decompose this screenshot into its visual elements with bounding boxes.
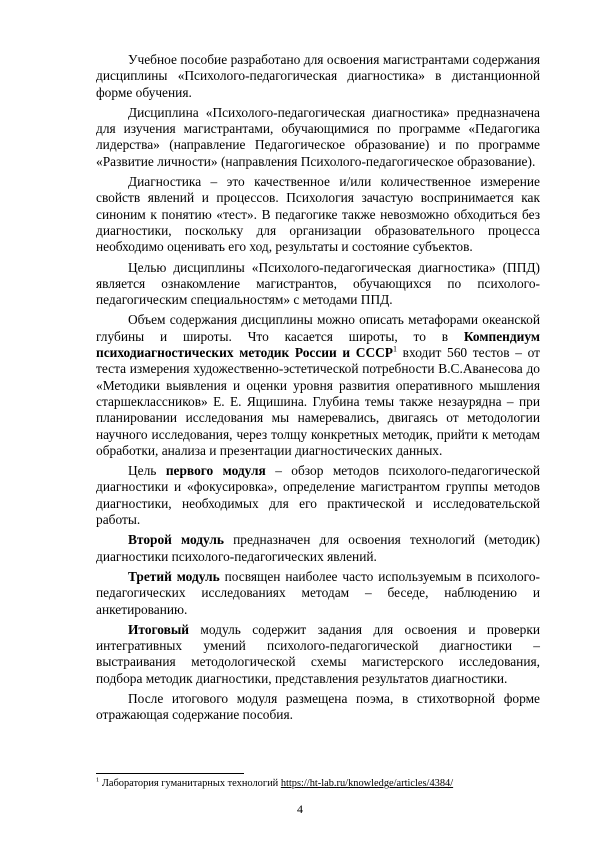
module-2-title: Второй модуль — [128, 532, 224, 548]
paragraph-final-module — [96, 622, 540, 687]
module-2-text: предназначен для освоения технологий (методик) диагностики психолого-педагогических явлений. — [96, 532, 541, 564]
paragraph-diagnostics: Диагностика – это качественное и/или количественное измерение свойств явлений и процессов. Психология зачастую воспринимается как синоним к понятию «тест». В педагогике также невозможно обходиться без диагностики, поскольку для организации образовательного процесса необходимо оценивать его ход, результаты и состояние субъектов. — [96, 174, 540, 255]
footnote-ref[interactable]: 1 — [393, 344, 397, 354]
footnote-link[interactable]: https://ht-lab.ru/knowledge/articles/4384/ — [280, 778, 454, 789]
paragraph-poem: После итогового модуля размещена поэма, в стихотворной форме отражающая содержание пособия. — [96, 690, 540, 723]
footnote — [96, 777, 540, 790]
paragraph-scope — [96, 312, 540, 459]
paragraph-discipline: Дисциплина «Психолого-педагогическая диагностика» предназначена для изучения магистрантами, обучающимися по программе «Педагогика лидерства» (направление Педагогическое образование) и по программе «Развитие личности» (направления Психолого-педагогическое образование). — [96, 104, 540, 169]
footnote-divider — [96, 773, 244, 774]
module-3-text: посвящен наиболее часто используемым в психолого-педагогических исследованиях методам – беседе, наблюдению и анкетированию. — [96, 568, 540, 617]
final-module-title: Итоговый — [128, 621, 190, 637]
module-3-title: Третий модуль — [128, 568, 220, 584]
paragraph-goal: Целью дисциплины «Психолого-педагогическая диагностика» (ППД) является ознакомление магистрантов, обучающихся по психолого-педагогическим специальностям» с методами ППД. — [96, 259, 540, 308]
final-module-text: модуль содержит задания для освоения и проверки интегративных умений психолого-педагогической диагностики – выстраивания методологической схемы магистерского исследования, подбора методик диагностики, представления результатов диагностики. — [96, 621, 540, 686]
footnote-text: Лаборатория гуманитарных технологий — [99, 778, 281, 789]
module-1-text: – обзор методов психолого-педагогической диагностики и «фокусировка», определение магистрантом группы методов диагностики, необходимых для его практической и исследовательской работы. — [96, 463, 540, 528]
scope-text-start: Объем содержания дисциплины можно описать метафорами океанской глубины и широты. Что касается широты, то в — [96, 312, 540, 344]
paragraph-module-3 — [96, 569, 540, 618]
paragraph-module-1 — [96, 463, 540, 528]
scope-text-end: входит 560 тестов – от теста измерения художественно-эстетической потребности В.С.Аванесова до «Методики выявления и оценки уровня развития оперативного мышления старшеклассников» Е. Е. Ящишина. Глубина темы также незаурядна – при планировании исследования мы намеревались, двигаясь от методологии научного исследования, через толщу конкретных методик, прийти к методам обработки, анализа и презентации диагностических данных. — [96, 345, 540, 458]
module-1-title: первого модуля — [165, 463, 266, 479]
main-text — [96, 52, 540, 728]
paragraph-module-2 — [96, 532, 540, 565]
footnote-marker: 1 — [96, 776, 100, 784]
page-number: 4 — [297, 802, 303, 816]
compendium-title: Компендиум психодиагностических методик России и СССР — [96, 328, 540, 361]
module-1-prefix: Цель — [128, 463, 166, 479]
paragraph-intro: Учебное пособие разработано для освоения магистрантами содержания дисциплины «Психолого-педагогическая диагностика» в дистанционной форме обучения. — [96, 52, 540, 100]
